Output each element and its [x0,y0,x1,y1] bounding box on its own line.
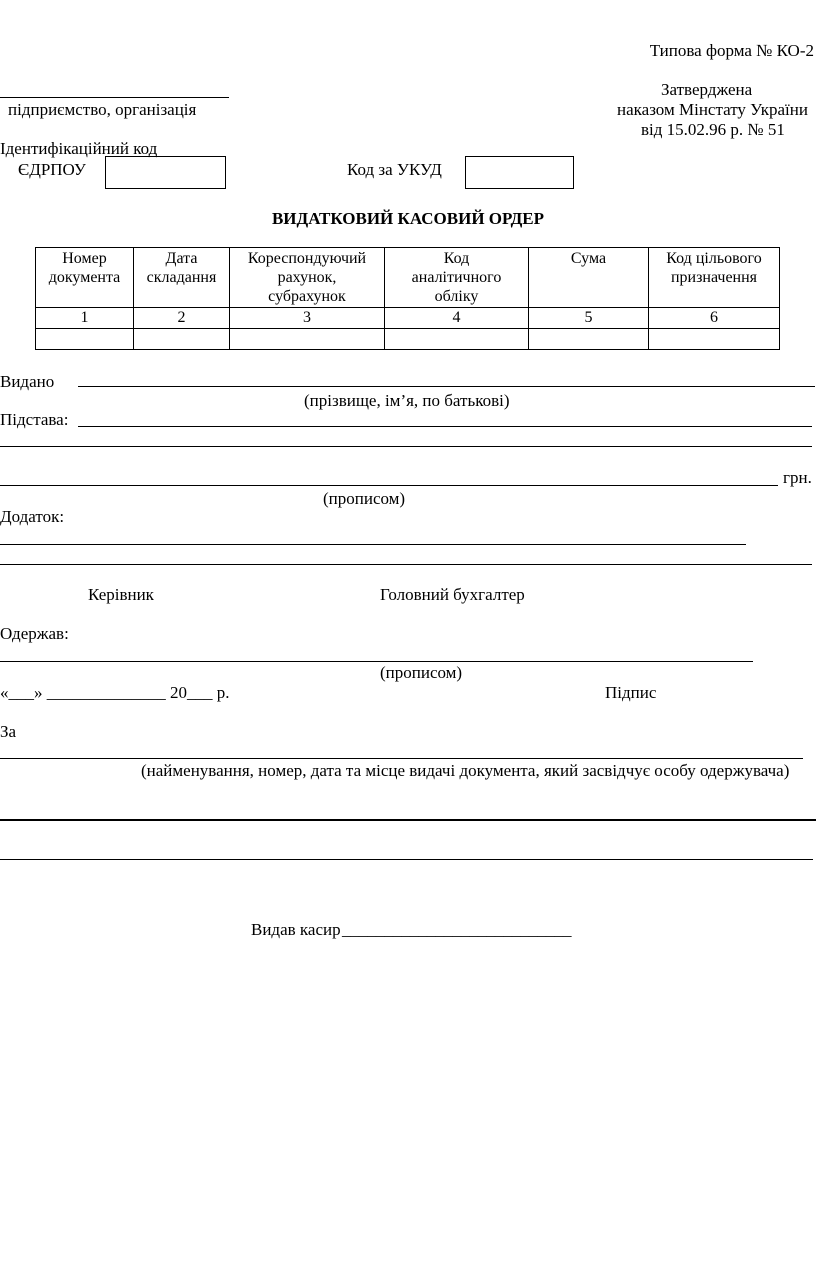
id-code-label: Ідентифікаційний код [0,139,158,158]
header-text: Дата [165,250,198,267]
header-text: обліку [434,288,479,305]
signature-label: Підпис [605,683,657,702]
header-doc-number [36,248,134,308]
table-header-row [36,248,780,308]
section-divider [0,819,816,821]
received-label: Одержав: [0,624,69,643]
header-text: складання [146,269,217,286]
header-sum [529,248,649,308]
ukud-field[interactable] [465,156,574,189]
by-label: За [0,722,17,741]
date-line[interactable]: «___» ______________ 20___ р. [0,683,230,702]
amount-words-line[interactable] [0,485,778,486]
basis-label: Підстава: [0,410,69,429]
header-text: призначення [670,269,758,286]
document-line[interactable] [0,758,803,759]
basis-line[interactable] [78,426,812,427]
chief-accountant-label: Головний бухгалтер [380,585,525,604]
form-type: Типова форма № КО-2 [649,41,814,60]
received-line[interactable] [0,661,753,662]
header-purpose-code [649,248,780,308]
table-number-row [36,308,780,329]
table-cell[interactable] [385,329,529,350]
document-hint: (найменування, номер, дата та місце видачі документа, який засвідчує особу одержувача) [141,761,790,780]
header-text: субрахунок [268,288,346,305]
amount-words-hint: (прописом) [323,489,406,508]
issued-hint: (прізвище, ім’я, по батькові) [304,391,510,410]
edrpou-field[interactable] [105,156,226,189]
cashier-signature-line[interactable]: ___________________________ [342,920,572,939]
edrpou-label: ЄДРПОУ [18,160,86,179]
approved-line-1: Затверджена [661,80,753,99]
attachment-label: Додаток: [0,507,65,526]
issued-line[interactable] [78,386,815,387]
table-row [36,329,780,350]
table-cell[interactable] [36,329,134,350]
column-number: 5 [529,308,649,329]
header-text: Код цільового [666,250,762,267]
header-text: рахунок, [277,269,337,286]
header-text: аналітичного [411,269,502,286]
ukud-label: Код за УКУД [347,160,442,179]
order-table [35,247,780,350]
header-text: Сума [570,250,607,267]
table-cell[interactable] [649,329,780,350]
table-cell[interactable] [134,329,230,350]
attachment-line-2[interactable] [0,564,812,565]
approved-line-3: від 15.02.96 р. № 51 [641,120,785,139]
attachment-line[interactable] [0,544,746,545]
column-number: 2 [134,308,230,329]
column-number: 3 [230,308,385,329]
received-hint: (прописом) [380,663,463,682]
header-text: Номер [62,250,107,267]
header-date [134,248,230,308]
column-number: 1 [36,308,134,329]
column-number: 4 [385,308,529,329]
document-title: ВИДАТКОВИЙ КАСОВИЙ ОРДЕР [271,209,545,228]
header-analytic-code [385,248,529,308]
basis-line-2[interactable] [0,446,812,447]
approved-line-2: наказом Мінстату України [617,100,808,119]
header-text: Кореспондуючий [247,250,367,267]
table-cell[interactable] [230,329,385,350]
column-number: 6 [649,308,780,329]
issued-label: Видано [0,372,55,391]
enterprise-label: підприємство, організація [8,100,197,119]
cashier-label: Видав касир [251,920,341,939]
currency-label: грн. [783,468,812,487]
header-corr-account [230,248,385,308]
table-cell[interactable] [529,329,649,350]
header-text: Код [443,250,470,267]
enterprise-line [0,97,229,98]
section-line [0,859,813,860]
manager-label: Керівник [88,585,154,604]
header-text: документа [48,269,121,286]
